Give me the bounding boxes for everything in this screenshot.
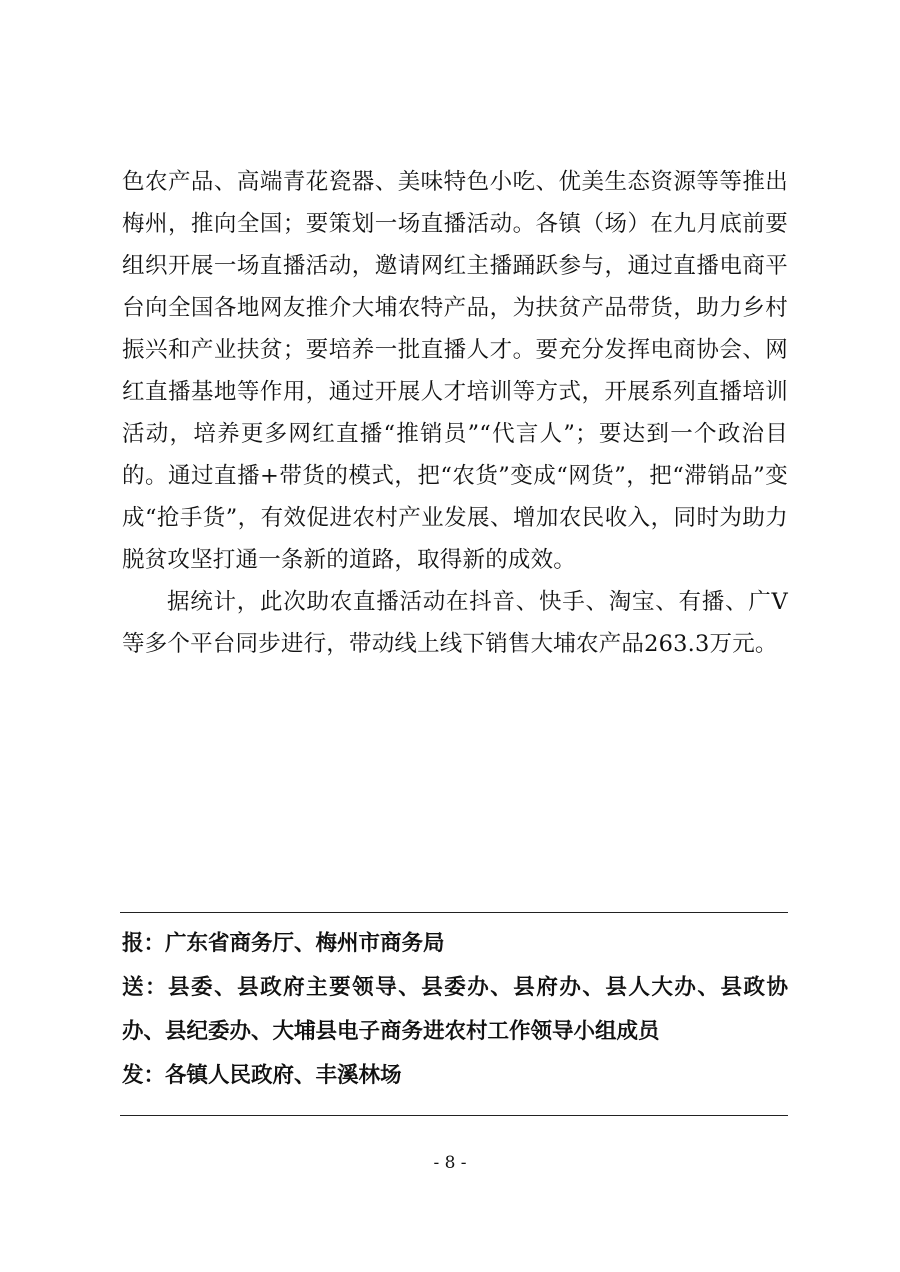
send-to-line: 送：县委、县政府主要领导、县委办、县府办、县人大办、县政协办、县纪委办、大埔县电子商务进农村工作领导小组成员 xyxy=(122,975,788,1044)
distribution-list xyxy=(122,922,788,1098)
top-divider xyxy=(120,912,788,913)
bottom-divider xyxy=(120,1115,788,1116)
issue-to-line: 发：各镇人民政府、丰溪林场 xyxy=(122,1063,402,1088)
report-to-line: 报：广东省商务厅、梅州市商务局 xyxy=(122,931,445,956)
document-body xyxy=(122,161,788,665)
page-number: - 8 - xyxy=(433,1153,467,1173)
body-paragraph: 色农产品、高端青花瓷器、美味特色小吃、优美生态资源等等推出梅州，推向全国；要策划一场直播活动。各镇（场）在九月底前要组织开展一场直播活动，邀请网红主播踊跃参与，通过直播电商平台向全国各地网友推介大埔农特产品，为扶贫产品带货，助力乡村振兴和产业扶贫；要培养一批直播人才。要充分发挥电商协会、网红直播基地等作用，通过开展人才培训等方式，开展系列直播培训活动，培养更多网红直播“推销员”“代言人”；要达到一个政治目的。通过直播+带货的模式，把“农货”变成“网货”，把“滞销品”变成“抢手货”，有效促进农村产业发展、增加农民收入，同时为助力脱贫攻坚打通一条新的道路，取得新的成效。 xyxy=(122,169,788,573)
body-paragraph-statistics: 据统计，此次助农直播活动在抖音、快手、淘宝、有播、广V等多个平台同步进行，带动线上线下销售大埔农产品263.3万元。 xyxy=(122,589,788,657)
